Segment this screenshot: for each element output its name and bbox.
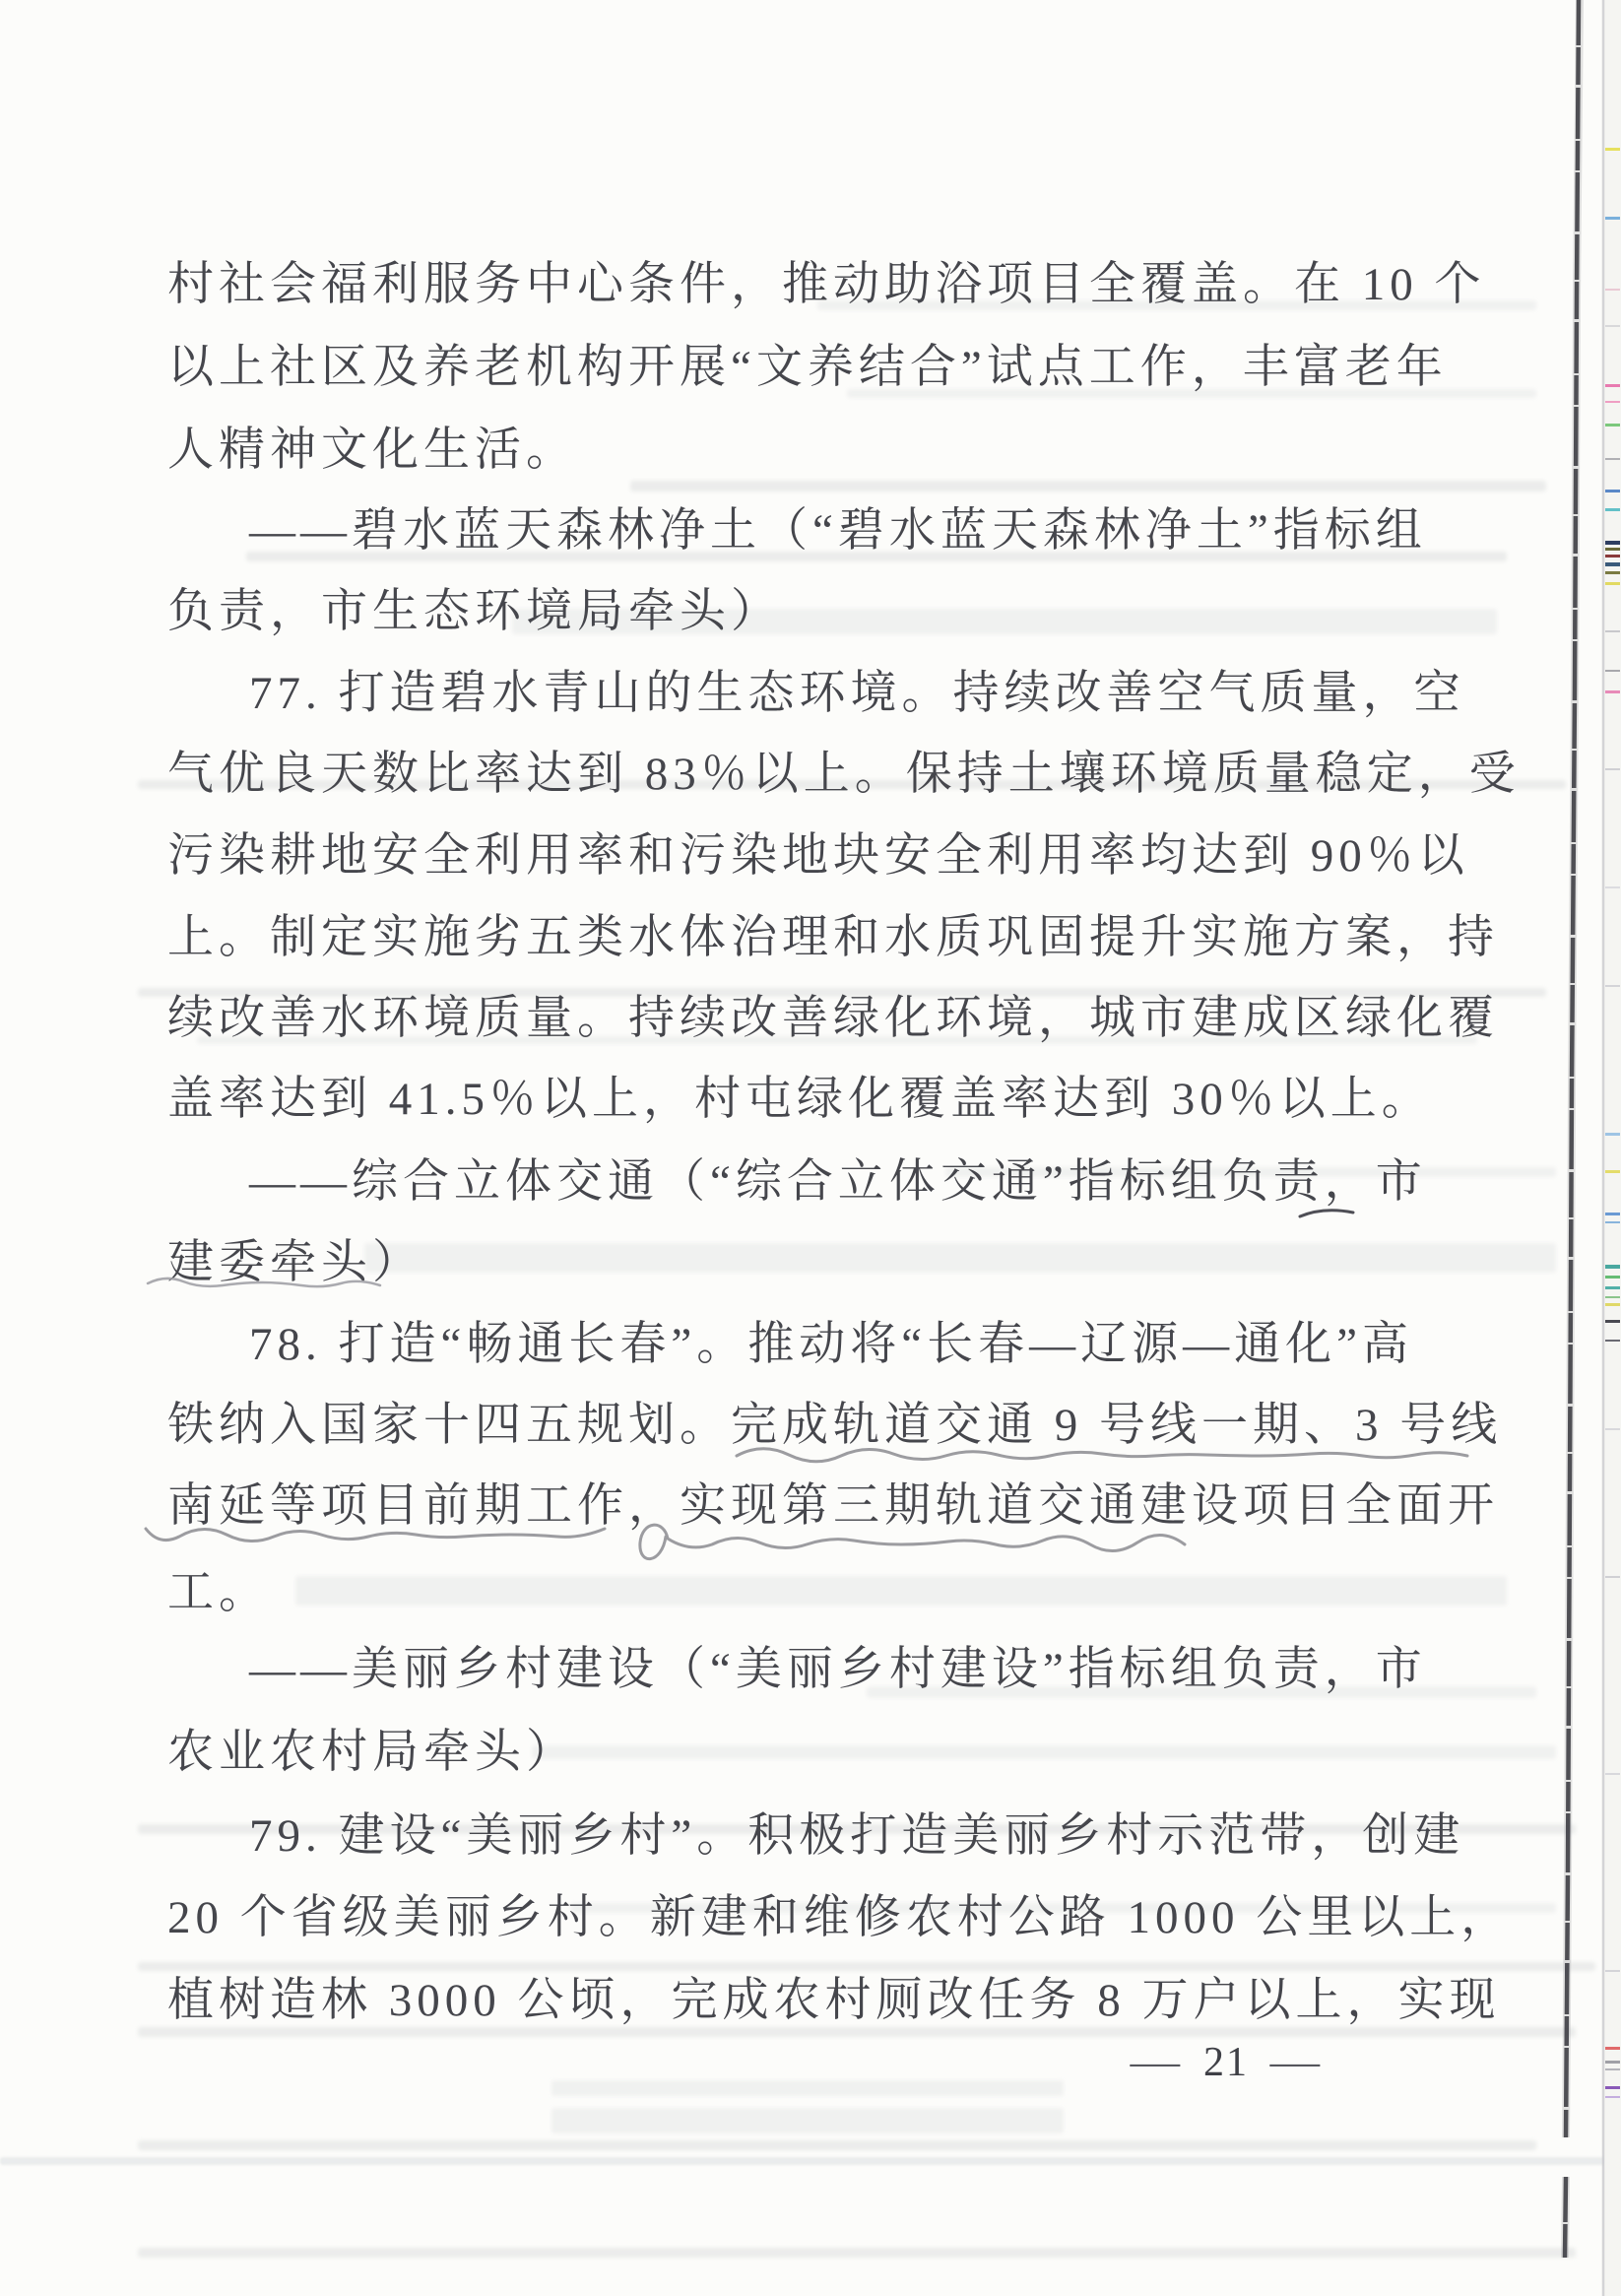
bleedthrough-streak (630, 481, 1546, 492)
scanner-band (0, 2157, 1621, 2165)
bleedthrough-streak (138, 1962, 1595, 1971)
text-line: 续改善水环境质量。持续改善绿化环境，城市建成区绿化覆 (167, 993, 1499, 1044)
text-line: ——美丽乡村建设（“美丽乡村建设”指标组负责，市 (249, 1644, 1427, 1695)
text-line: 植树造林 3000 公顷，完成农村厕改任务 8 万户以上，实现 (167, 1975, 1501, 2026)
text-line: ——综合立体交通（“综合立体交通”指标组负责，市 (249, 1156, 1427, 1208)
text-line: 污染耕地安全利用率和污染地块安全利用率均达到 90％以 (167, 830, 1469, 882)
text-line: 负责，市生态环境局牵头） (167, 586, 782, 637)
bleedthrough-streak (138, 2140, 1536, 2150)
text-line: 78. 打造“畅通长春”。推动将“长春—辽源—通化”高 (249, 1319, 1413, 1370)
text-line: 20 个省级美丽乡村。新建和维修农村公路 1000 公里以上， (167, 1892, 1513, 1943)
bleedthrough-streak (138, 2027, 1576, 2037)
text-line: 以上社区及养老机构开展“文养结合”试点工作，丰富老年 (167, 342, 1448, 393)
scan-edge-line-halo (1565, 0, 1580, 2258)
bleedthrough-text (364, 1243, 1556, 1273)
bleedthrough-text (551, 2080, 1064, 2096)
bleedthrough-streak (138, 2248, 1576, 2258)
scan-edge-line (1565, 0, 1579, 2258)
pen-underline (1300, 1211, 1353, 1216)
text-line: 77. 打造碧水青山的生态环境。持续改善空气质量，空 (249, 668, 1465, 719)
page-number-value: 21 (1203, 2040, 1249, 2085)
page-number (1130, 2039, 1323, 2086)
text-line: 南延等项目前期工作，实现第三期轨道交通建设项目全面开 (167, 1480, 1499, 1532)
page-number-right-dash: — (1269, 2040, 1323, 2085)
text-line: 建委牵头） (167, 1237, 423, 1288)
text-line: 气优良天数比率达到 83％以上。保持土壤环境质量稳定，受 (167, 749, 1521, 800)
text-line: 村社会福利服务中心条件，推动助浴项目全覆盖。在 10 个 (167, 259, 1486, 310)
bleedthrough-text (295, 1576, 1507, 1606)
text-line: 79. 建设“美丽乡村”。积极打造美丽乡村示范带，创建 (249, 1810, 1465, 1862)
bleedthrough-text (532, 1745, 1556, 1759)
scan-edge-strip (1604, 0, 1621, 2296)
text-line: 盖率达到 41.5％以上，村屯绿化覆盖率达到 30％以上。 (167, 1074, 1433, 1125)
text-line: 铁纳入国家十四五规划。完成轨道交通 9 号线一期、3 号线 (167, 1400, 1503, 1451)
text-line: 工。 (167, 1567, 270, 1618)
bleedthrough-text (551, 2108, 1064, 2133)
text-line: 农业农村局牵头） (167, 1727, 577, 1778)
text-line: 上。制定实施劣五类水体治理和水质巩固提升实施方案，持 (167, 912, 1499, 963)
page-number-left-dash: — (1130, 2040, 1183, 2085)
text-line: ——碧水蓝天森林净土（“碧水蓝天森林净土”指标组 (249, 505, 1427, 557)
text-line: 人精神文化生活。 (167, 425, 577, 476)
